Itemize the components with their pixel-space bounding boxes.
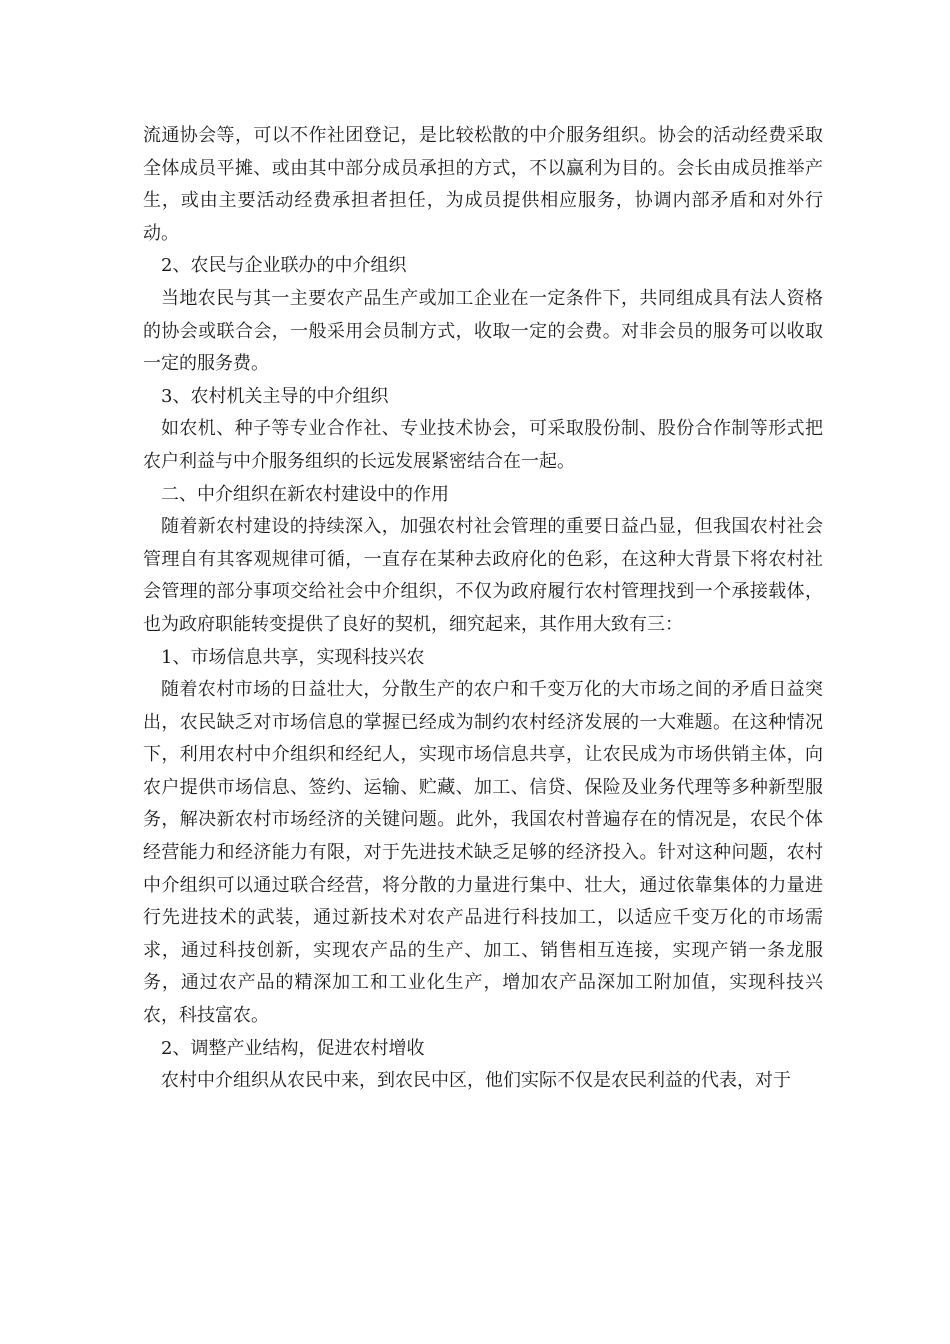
paragraph-2: 当地农民与其一主要农产品生产或加工企业在一定条件下，共同组成具有法人资格的协会或联合会，一般采用会员制方式，收取一定的会费。对非会员的服务可以收取一定的服务费。 (143, 287, 823, 375)
section-heading-2: 2、农民与企业联办的中介组织 (161, 255, 407, 277)
section-heading-2-industry: 2、调整产业结构，促进农村增收 (161, 1037, 425, 1059)
paragraph-4: 随着新农村建设的持续深入，加强农村社会管理的重要日益凸显，但我国农村社会管理自有其客观规律可循，一直存在某种去政府化的色彩，在这种大背景下将农村社会管理的部分事项交给社会中介组织，不仅为政府履行农村管理找到一个承接载体，也为政府职能转变提供了良好的契机，细究起来，其作用大致有三： (143, 516, 823, 635)
chapter-heading-2: 二、中介组织在新农村建设中的作用 (161, 483, 449, 505)
section-heading-1-market: 1、市场信息共享，实现科技兴农 (161, 646, 425, 668)
document-body (143, 120, 823, 1098)
paragraph-5: 随着农村市场的日益壮大，分散生产的农户和千变万化的大市场之间的矛盾日益突出，农民缺乏对市场信息的掌握已经成为制约农村经济发展的一大难题。在这种情况下，利用农村中介组织和经纪人，实现市场信息共享，让农民成为市场供销主体，向农户提供市场信息、签约、运输、贮藏、加工、信贷、保险及业务代理等多种新型服务，解决新农村市场经济的关键问题。此外，我国农村普遍存在的情况是，农民个体经营能力和经济能力有限，对于先进技术缺乏足够的经济投入。针对这种问题，农村中介组织可以通过联合经营，将分散的力量进行集中、壮大，通过依靠集体的力量进行先进技术的武装，通过新技术对农产品进行科技加工，以适应千变万化的市场需求，通过科技创新，实现农产品的生产、加工、销售相互连接，实现产销一条龙服务，通过农产品的精深加工和工业化生产，增加农产品深加工附加值，实现科技兴农，科技富农。 (143, 679, 823, 1027)
paragraph-3: 如农机、种子等专业合作社、专业技术协会，可采取股份制、股份合作制等形式把农户利益与中介服务组织的长远发展紧密结合在一起。 (143, 418, 823, 472)
paragraph-1: 流通协会等，可以不作社团登记，是比较松散的中介服务组织。协会的活动经费采取全体成员平摊、或由其中部分成员承担的方式，不以赢利为目的。会长由成员推举产生，或由主要活动经费承担者担任，为成员提供相应服务，协调内部矛盾和对外行动。 (143, 125, 823, 244)
paragraph-6: 农村中介组织从农民中来，到农民中区，他们实际不仅是农民利益的代表，对于 (161, 1070, 791, 1092)
section-heading-3: 3、农村机关主导的中介组织 (161, 385, 389, 407)
